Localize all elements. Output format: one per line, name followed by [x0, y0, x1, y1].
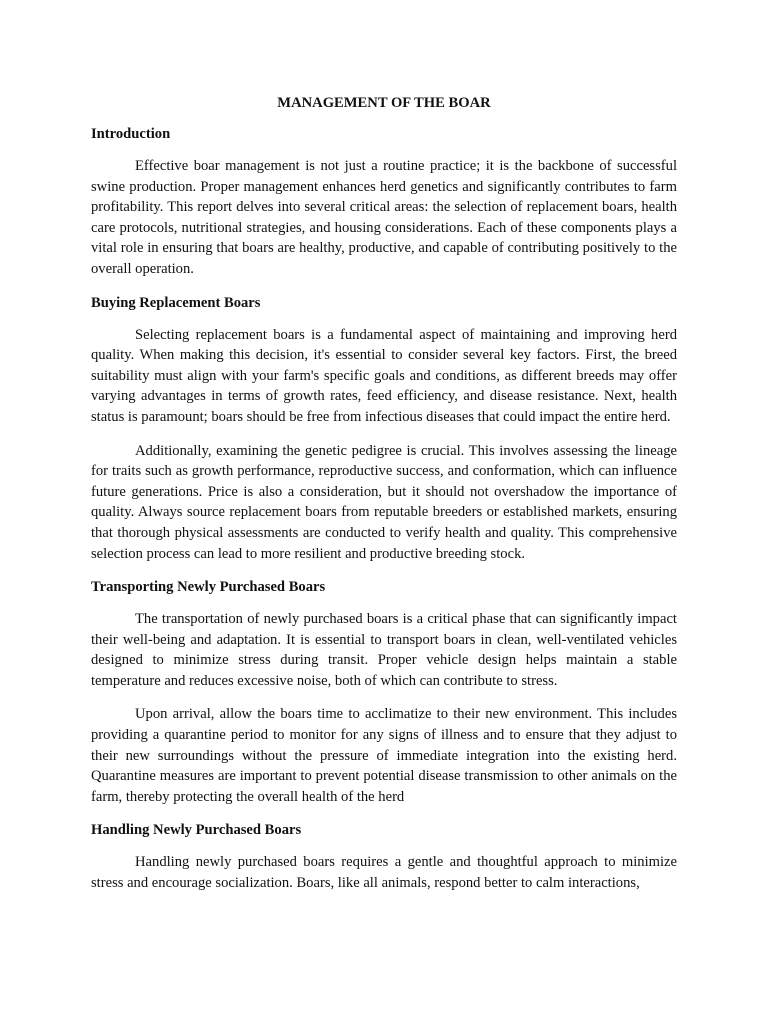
section-transporting-boars	[91, 577, 677, 807]
section-heading: Handling Newly Purchased Boars	[91, 822, 302, 839]
document-title: MANAGEMENT OF THE BOAR	[277, 95, 491, 111]
section-heading: Transporting Newly Purchased Boars	[91, 579, 326, 596]
paragraph: Handling newly purchased boars requires a gentle and thoughtful approach to minimize stress and encourage socialization. Boars, like all animals, respond better to calm interactions,	[91, 854, 677, 892]
paragraph: Selecting replacement boars is a fundamental aspect of maintaining and improving herd quality. When making this decision, it's essential to consider several key factors. First, the breed suitability must align with your farm's specific goals and conditions, as different breeds may offer varying advantages in terms of growth rates, feed efficiency, and disease resistance. Next, health status is paramount; boars should be free from infectious diseases that could impact the entire herd.	[91, 326, 677, 425]
section-handling-boars	[91, 820, 677, 893]
section-heading: Buying Replacement Boars	[91, 294, 261, 311]
paragraph: Additionally, examining the genetic pedigree is crucial. This involves assessing the lineage for traits such as growth performance, reproductive success, and conformation, which can influence future generations. Price is also a consideration, but it should not overshadow the importance of quality. Always source replacement boars from reputable breeders or established markets, ensuring that thorough physical assessments are conducted to verify health and quality. This comprehensive selection process can lead to more resilient and productive breeding stock.	[91, 442, 677, 562]
paragraph: Effective boar management is not just a routine practice; it is the backbone of successful swine production. Proper management enhances herd genetics and significantly contributes to farm profitability. This report delves into several critical areas: the selection of replacement boars, health care protocols, nutritional strategies, and housing considerations. Each of these components plays a vital role in ensuring that boars are healthy, productive, and capable of contributing positively to the overall operation.	[91, 158, 677, 277]
paragraph: Upon arrival, allow the boars time to acclimatize to their new environment. This includes providing a quarantine period to monitor for any signs of illness and to ensure that they adjust to their new surroundings without the pressure of immediate integration into the existing herd. Quarantine measures are important to prevent potential disease transmission to other animals on the farm, thereby protecting the overall health of the herd	[91, 706, 677, 805]
section-heading: Introduction	[91, 126, 171, 142]
section-buying-replacement-boars	[91, 293, 677, 565]
section-introduction	[91, 124, 677, 280]
paragraph: The transportation of newly purchased boars is a critical phase that can significantly impact their well-being and adaptation. It is essential to transport boars in clean, well-ventilated vehicles designed to minimize stress during transit. Proper vehicle design helps maintain a stable temperature and reduces excessive noise, both of which can contribute to stress.	[91, 611, 677, 689]
